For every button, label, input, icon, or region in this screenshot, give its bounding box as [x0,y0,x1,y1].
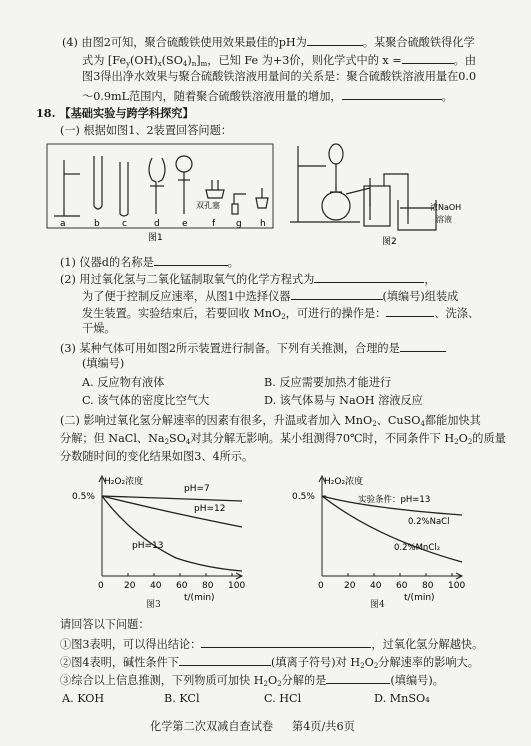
option-b: B. 反应需要加热才能进行 [264,376,392,389]
label-h: h [260,219,266,229]
question-text: (3) 某种气体可用如图2所示装置进行制备。下列有关推测，合理的是 [60,342,400,355]
paragraph-text: (二) 影响过氧化氢分解速率的因素有很多，升温或者加入 MnO [60,414,373,427]
subscript: n [191,60,197,68]
question-text: 、洗涤、 [434,307,480,320]
figure-3-chart [66,472,272,606]
x-tick-label: 20 [344,581,356,591]
x-tick-label: 60 [176,581,188,591]
answer-blank-conclusion[interactable] [201,636,371,648]
subscript: 2 [164,438,170,446]
paragraph-text: 对其分解无影响。某小组测得70℃时，不同条件下 H [190,432,455,445]
q4-line-4 [82,88,453,104]
answer-blank-choice[interactable] [400,340,446,352]
fig4-curve-mncl2 [322,496,462,562]
answer-3 [60,672,444,691]
answer-blank-x[interactable] [402,52,454,64]
label-a: a [60,219,66,229]
fig3-xlabel: t/(min) [184,593,215,603]
subscript: 2 [454,438,459,446]
question-text: ③综合以上信息推测，下列物质可加快 H [60,674,264,687]
iron-stand-icon [54,160,80,216]
subscript: 4 [420,420,425,428]
label-c: c [122,219,127,229]
x-tick-label: 0 [318,581,324,591]
paragraph-text: SO [169,432,186,445]
part2-line1 [60,414,481,431]
q4-text: (4) 由图2可知，聚合硫酸铁使用效果最佳的pH为 [62,36,307,49]
fig4-xlabel: t/(min) [404,593,435,603]
part2-line3: 分数随时间的变化结果如图3、4所示。 [60,450,254,463]
paragraph-text: 分解；但 NaCl、Na [60,432,165,445]
question-text: 分解的是 [281,674,327,687]
naoh-label-1: 浓NaOH [430,203,462,212]
a3-option-d: D. MnSO₄ [374,692,430,705]
p1-q1 [60,254,239,270]
figure-1-caption: 图1 [148,233,163,243]
fig4-ylabel: H₂O₂浓度 [324,477,364,487]
figure-1-apparatus [46,140,276,246]
answer-blank-relation[interactable] [342,88,442,100]
paragraph-text: 、CuSO [376,414,421,427]
subscript: m [200,60,208,68]
fig3-curve-ph7 [102,496,242,501]
question-text: O [364,656,374,669]
figure-2-apparatus [290,136,470,248]
answer-blank-ion[interactable] [179,654,271,666]
q4-line-2 [82,52,476,71]
question-text: ②图4表明，碱性条件下 [60,656,179,669]
part2-line2 [60,432,506,449]
funnel-icon [149,158,165,214]
fig3-label-ph12: pH=12 [194,504,226,514]
q4-text: 。某聚合硫酸铁得化学 [362,36,475,49]
answer-blank-substance[interactable] [326,672,390,684]
fig4-label-nacl: 0.2%NaCl [408,517,450,527]
fig4-note: 实验条件：pH=13 [358,495,431,505]
label-b: b [94,219,100,229]
formula: ] [196,54,201,67]
test-tube-icon [94,156,102,209]
question-text: (2) 用过氧化氢与二氧化锰制取氧气的化学方程式为 [60,273,315,286]
question-text: (填离子符号)对 H [271,656,361,669]
naoh-label-2: 溶液 [436,215,452,224]
question-title: 【基础实验与跨学科探究】 [59,106,194,120]
tubing-icon [232,194,246,214]
footer-page: 第4页/共6页 [292,720,355,733]
x-tick-label: 100 [448,581,466,591]
paragraph-text: 的质量 [472,432,506,445]
answer-blank-operation[interactable] [386,305,434,317]
option-d: D. 该气体易与 NaOH 溶液反应 [264,394,423,407]
question-text: 发生装置。实验结束后，若要回收 MnO [82,307,282,320]
a3-option-a: A. KOH [62,692,105,705]
stopper-label: 双孔塞 [196,201,220,210]
question-text: (填编号)组装成 [382,290,459,303]
x-tick-label: 60 [396,581,408,591]
figure-2-caption: 图2 [382,237,397,247]
p1-q3-line2: (填编号) [82,357,125,370]
q4-line-3: 图3得出净水效果与聚合硫酸铁溶液用量间的关系是：聚合硫酸铁溶液用量在0.0 [82,70,477,83]
paragraph-text: O [458,432,468,445]
p1-q3-line1 [60,340,446,356]
question-text: ，可进行的操作是： [285,307,387,320]
answer-blank-instrument[interactable] [154,254,228,266]
option-a: A. 反应物有液体 [82,376,165,389]
q4-text: 。由 [453,54,477,67]
fig3-ytick: 0.5% [72,492,95,502]
question-number: 18. [36,106,56,120]
question-text: 。 [227,256,239,269]
p1-q2-line4: 干燥。 [82,322,116,335]
q4-line-1 [62,34,475,50]
figure-4-chart [286,472,496,606]
x-tick-label: 0 [98,581,104,591]
a3-option-b: B. KCl [164,692,200,705]
formula: (SO [161,54,183,67]
x-tick-label: 80 [202,581,214,591]
long-neck-funnel-icon [176,156,192,214]
question-text: ，过氧化氢分解越快。 [371,638,484,651]
subscript: x [157,60,162,68]
subscript: 2 [372,420,377,428]
figure-3-caption: 图3 [146,600,161,610]
question-text: ， [424,273,436,286]
fig3-axes [99,476,242,579]
subscript: 2 [281,313,286,321]
question-text: O [267,674,278,687]
p1-q2-line2 [82,288,458,304]
subscript: 4 [185,438,191,446]
x-tick-label: 20 [124,581,136,591]
subscript: y [126,60,131,68]
label-g: g [236,219,242,229]
flask-setup-icon [290,144,370,222]
fig3-label-ph13: pH=13 [132,541,164,551]
part1-intro: (一) 根据如图1、2装置回答问题： [60,124,232,137]
footer-title: 化学第二次双减自查试卷 [150,720,274,733]
figure-4-caption: 图4 [370,600,385,610]
small-stopper-icon [256,188,268,208]
p1-q2-line1 [60,271,436,287]
label-f: f [212,219,216,229]
label-e: e [182,219,188,229]
ask-line: 请回答以下问题： [60,618,150,631]
stopper-icon [206,180,224,198]
answer-2 [60,654,479,673]
fig3-label-ph7: pH=7 [184,484,210,494]
question-text: ①图3表明，可以得出结论： [60,638,202,651]
subscript: 2 [360,662,365,670]
q18-heading [36,106,194,120]
formula: 式为 [Fe [82,54,127,67]
option-c: C. 该气体的密度比空气大 [82,394,210,407]
subscript: 2 [263,680,268,688]
x-tick-label: 100 [228,581,246,591]
glass-tube-icon [120,162,128,216]
formula: ) [187,54,192,67]
a3-option-c: C. HCl [264,692,302,705]
label-d: d [154,219,160,229]
fig3-ylabel: H₂O₂浓度 [104,477,144,487]
question-text: (填编号)。 [390,674,444,687]
x-tick-label: 40 [370,581,382,591]
paragraph-text: 都能加快其 [424,414,481,427]
subscript: 2 [467,438,473,446]
x-tick-label: 80 [422,581,434,591]
question-text: 为了便于控制反应速率，从图1中选择仪器 [82,290,291,303]
formula: (OH) [130,54,158,67]
question-text: 分解速率的影响大。 [378,656,479,669]
p1-q2-line3 [82,305,479,324]
subscript: 4 [182,60,188,68]
fig4-label-mncl2: 0.2%MnCl₂ [394,543,441,553]
answer-1 [60,636,483,652]
wash-bottle-icon [364,174,408,226]
question-text: (1) 仪器d的名称是 [60,256,154,269]
q4-text: 。 [441,90,453,103]
x-tick-label: 40 [150,581,162,591]
subscript: 2 [277,680,282,688]
q4-text: ，已知 Fe 为+3价，则化学式中的 x = [207,54,402,67]
fig4-axes [319,476,462,579]
subscript: 2 [373,662,379,670]
q4-text: ～0.9mL范围内，随着聚合硫酸铁溶液用量的增加， [82,90,342,103]
fig4-ytick: 0.5% [292,492,315,502]
answer-blank-instrument-choice[interactable] [291,288,383,300]
answer-blank-equation[interactable] [314,271,424,283]
answer-blank-ph[interactable] [307,34,363,46]
